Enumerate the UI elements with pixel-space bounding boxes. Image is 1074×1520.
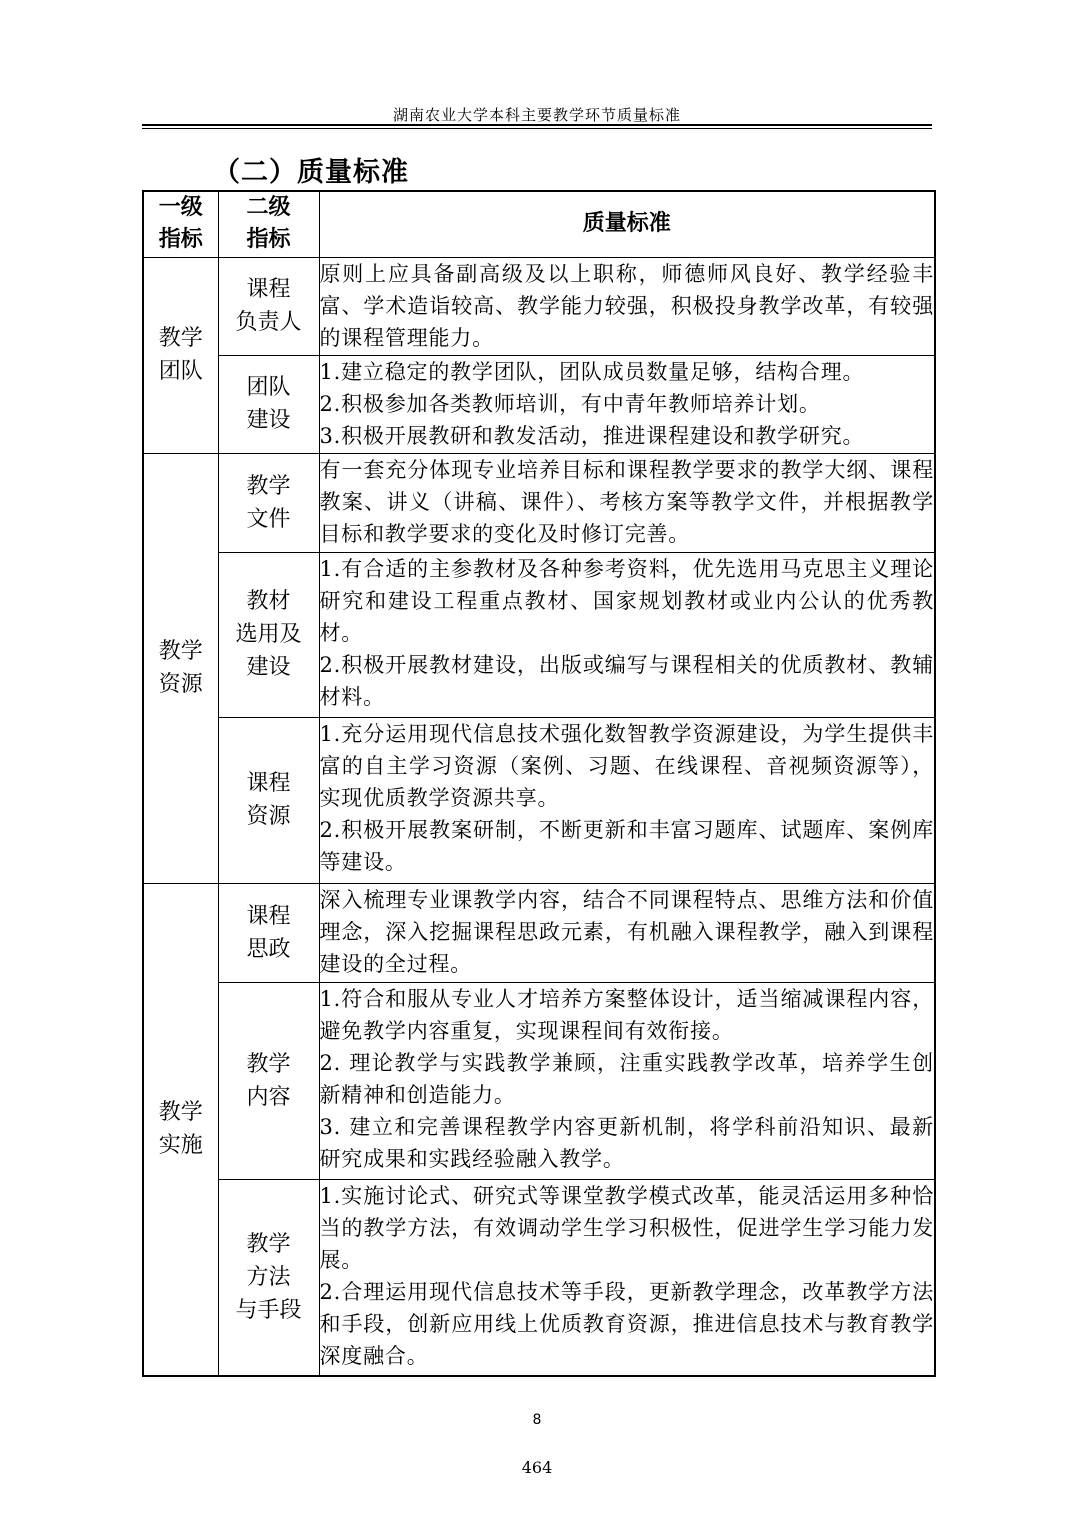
level2-indicator: 教学 方法 与手段 (218, 1179, 319, 1376)
table-row (143, 982, 935, 1179)
table-body (143, 257, 935, 1376)
standard-text-cell (319, 1179, 935, 1376)
quality-standard-table (142, 190, 936, 1377)
standard-text-line: 3.积极开展教研和教发活动，推进课程建设和教学研究。 (319, 423, 865, 448)
table-row (143, 1179, 935, 1376)
standard-text-line: 1.充分运用现代信息技术强化数智教学资源建设，为学生提供丰富的自主学习资源（案例、习题、在线课程、音视频资源等），实现优质教学资源共享。 (319, 721, 934, 810)
standard-text-cell (319, 453, 935, 552)
level1-indicator: 教学 实施 (143, 883, 218, 1376)
standard-text-line: 2.积极开展教材建设，出版或编写与课程相关的优质教材、教辅材料。 (319, 652, 934, 709)
header-standard: 质量标准 (319, 191, 935, 257)
standard-text-cell (319, 717, 935, 883)
level2-indicator: 教学 文件 (218, 453, 319, 552)
standard-text-line: 1.符合和服从专业人才培养方案整体设计，适当缩减课程内容，避免教学内容重复，实现课程间有效衔接。 (319, 986, 934, 1043)
header-level1: 一级 指标 (143, 191, 218, 257)
standard-text-line: 2.积极参加各类教师培训，有中青年教师培养计划。 (319, 391, 821, 416)
standard-text-line: 2.积极开展教案研制，不断更新和丰富习题库、试题库、案例库等建设。 (319, 817, 934, 874)
standard-text-line: 深入梳理专业课教学内容，结合不同课程特点、思维方法和价值理念，深入挖掘课程思政元素，有机融入课程教学，融入到课程建设的全过程。 (319, 887, 934, 976)
table-row (143, 717, 935, 883)
level2-indicator: 团队 建设 (218, 355, 319, 453)
standard-text-cell (319, 552, 935, 717)
page-number: 8 (532, 1412, 542, 1428)
level1-indicator: 教学 团队 (143, 257, 218, 453)
standard-text-cell (319, 883, 935, 982)
table-row (143, 883, 935, 982)
table-header-row (143, 191, 935, 257)
level1-indicator: 教学 资源 (143, 453, 218, 883)
level2-indicator: 教材 选用及 建设 (218, 552, 319, 717)
standard-text-line: 有一套充分体现专业培养目标和课程教学要求的教学大纲、课程教案、讲义（讲稿、课件）、考核方案等教学文件，并根据教学目标和教学要求的变化及时修订完善。 (319, 457, 934, 546)
header-level2: 二级 指标 (218, 191, 319, 257)
standard-text-cell (319, 982, 935, 1179)
section-title: （二）质量标准 (213, 157, 409, 188)
standard-text-line: 3. 建立和完善课程教学内容更新机制，将学科前沿知识、最新研究成果和实践经验融入教学。 (319, 1114, 934, 1171)
standard-text-line: 2. 理论教学与实践教学兼顾，注重实践教学改革，培养学生创新精神和创造能力。 (319, 1050, 934, 1107)
header-rule-thick (142, 124, 932, 126)
standard-text-line: 2.合理运用现代信息技术等手段，更新教学理念，改革教学方法和手段，创新应用线上优质教育资源，推进信息技术与教育教学深度融合。 (319, 1279, 934, 1368)
table-row (143, 453, 935, 552)
level2-indicator: 课程 负责人 (218, 257, 319, 355)
standard-text-line: 1.实施讨论式、研究式等课堂教学模式改革，能灵活运用多种恰当的教学方法，有效调动学生学习积极性，促进学生学习能力发展。 (319, 1183, 934, 1272)
level2-indicator: 课程 思政 (218, 883, 319, 982)
standard-text-line: 1.建立稳定的教学团队，团队成员数量足够，结构合理。 (319, 359, 865, 384)
level2-indicator: 教学 内容 (218, 982, 319, 1179)
standard-text-line: 原则上应具备副高级及以上职称，师德师风良好、教学经验丰富、学术造诣较高、教学能力较强，积极投身教学改革，有较强的课程管理能力。 (319, 261, 934, 350)
level2-indicator: 课程 资源 (218, 717, 319, 883)
footer-number: 464 (521, 1458, 553, 1477)
standard-text-line: 1.有合适的主参教材及各种参考资料，优先选用马克思主义理论研究和建设工程重点教材、国家规划教材或业内公认的优秀教材。 (319, 556, 934, 645)
table-row (143, 552, 935, 717)
standard-text-cell (319, 257, 935, 355)
table-row (143, 355, 935, 453)
running-header: 湖南农业大学本科主要教学环节质量标准 (392, 106, 681, 124)
table-row (143, 257, 935, 355)
header-rule-thin (142, 128, 932, 129)
standard-text-cell (319, 355, 935, 453)
